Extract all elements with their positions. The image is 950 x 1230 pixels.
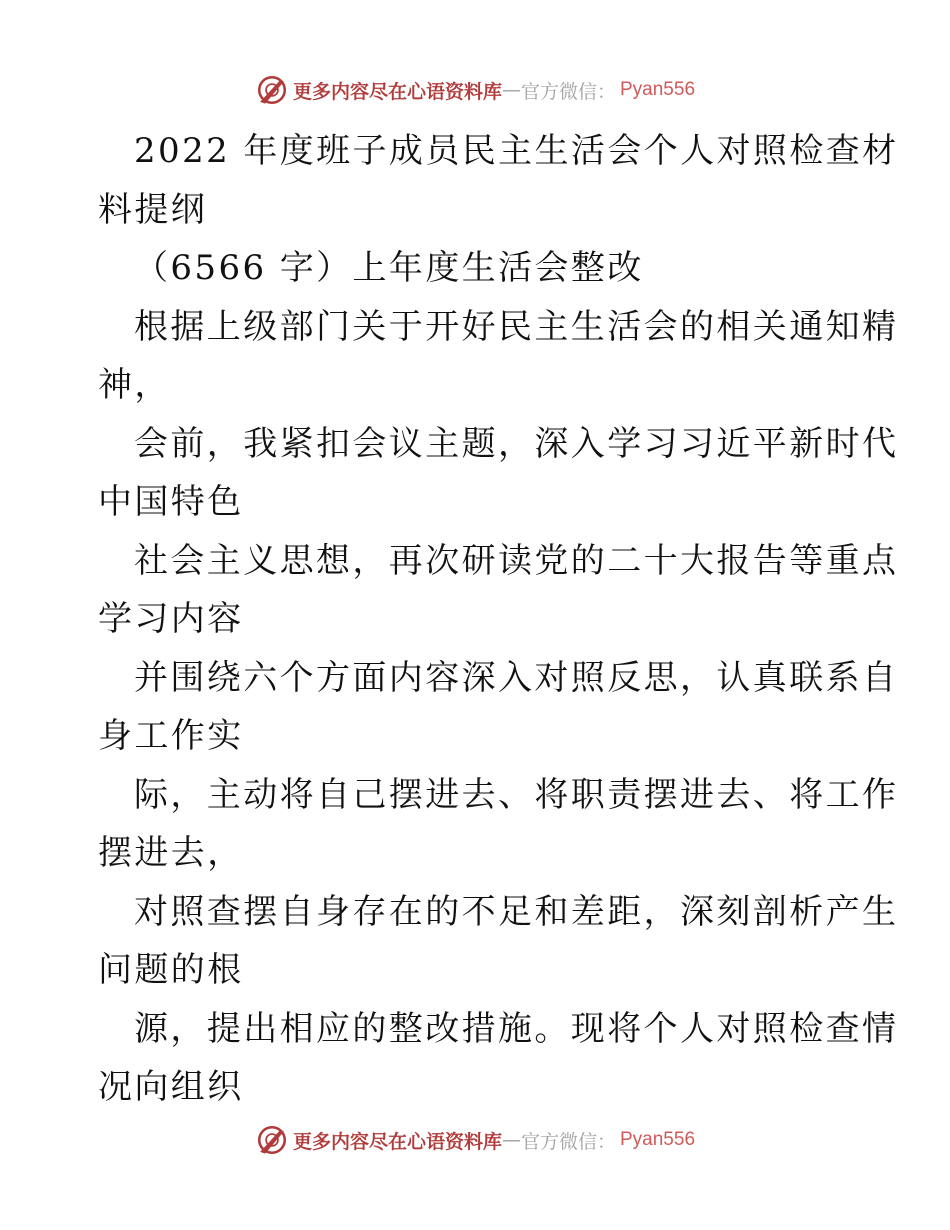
doc-text-line: 身工作实 xyxy=(98,716,244,756)
doc-title-line-2: 料提纲 xyxy=(98,189,208,230)
doc-text-line: 际，主动将自己摆进去、将职责摆进去、将工作 xyxy=(134,774,899,815)
doc-text-line: 并围绕六个方面内容深入对照反思，认真联系自 xyxy=(134,657,899,698)
watermark-separator: — xyxy=(501,79,521,101)
doc-text-line: 摆进去， xyxy=(98,833,244,873)
watermark-wechat-label: 官方微信： xyxy=(520,80,616,103)
doc-text-line: 神， xyxy=(98,365,171,405)
watermark-separator: — xyxy=(501,1129,521,1151)
watermark-wechat-id: Pyan556 xyxy=(620,1129,696,1150)
document-body xyxy=(98,122,899,1117)
doc-text-line: 问题的根 xyxy=(98,950,244,990)
watermark-wechat-label: 官方微信： xyxy=(520,1130,616,1153)
doc-text-line: 根据上级部门关于开好民主生活会的相关通知精 xyxy=(134,306,899,347)
doc-title-line-1: 2022 年度班子成员民主生活会个人对照检查材 xyxy=(134,131,899,171)
doc-subtitle: （6566 字）上年度生活会整改 xyxy=(134,248,644,288)
brush-logo-icon xyxy=(255,1123,289,1157)
doc-text-line: 对照查摆自身存在的不足和差距，深刻剖析产生 xyxy=(134,891,899,932)
watermark-wechat-id: Pyan556 xyxy=(620,79,696,100)
doc-text-line: 源，提出相应的整改措施。现将个人对照检查情 xyxy=(134,1008,899,1049)
doc-text-line: 学习内容 xyxy=(98,599,244,639)
doc-text-line: 社会主义思想，再次研读党的二十大报告等重点 xyxy=(134,540,899,581)
doc-text-line: 中国特色 xyxy=(98,482,244,522)
watermark-banner-bottom[interactable] xyxy=(0,1120,950,1160)
watermark-banner-top[interactable] xyxy=(0,70,950,110)
brush-logo-icon xyxy=(255,73,289,107)
doc-text-line: 况向组织 xyxy=(98,1067,244,1107)
doc-text-line: 会前，我紧扣会议主题，深入学习习近平新时代 xyxy=(134,423,899,464)
watermark-main-text: 更多内容尽在心语资料库 xyxy=(292,80,502,103)
watermark-main-text: 更多内容尽在心语资料库 xyxy=(292,1130,502,1153)
